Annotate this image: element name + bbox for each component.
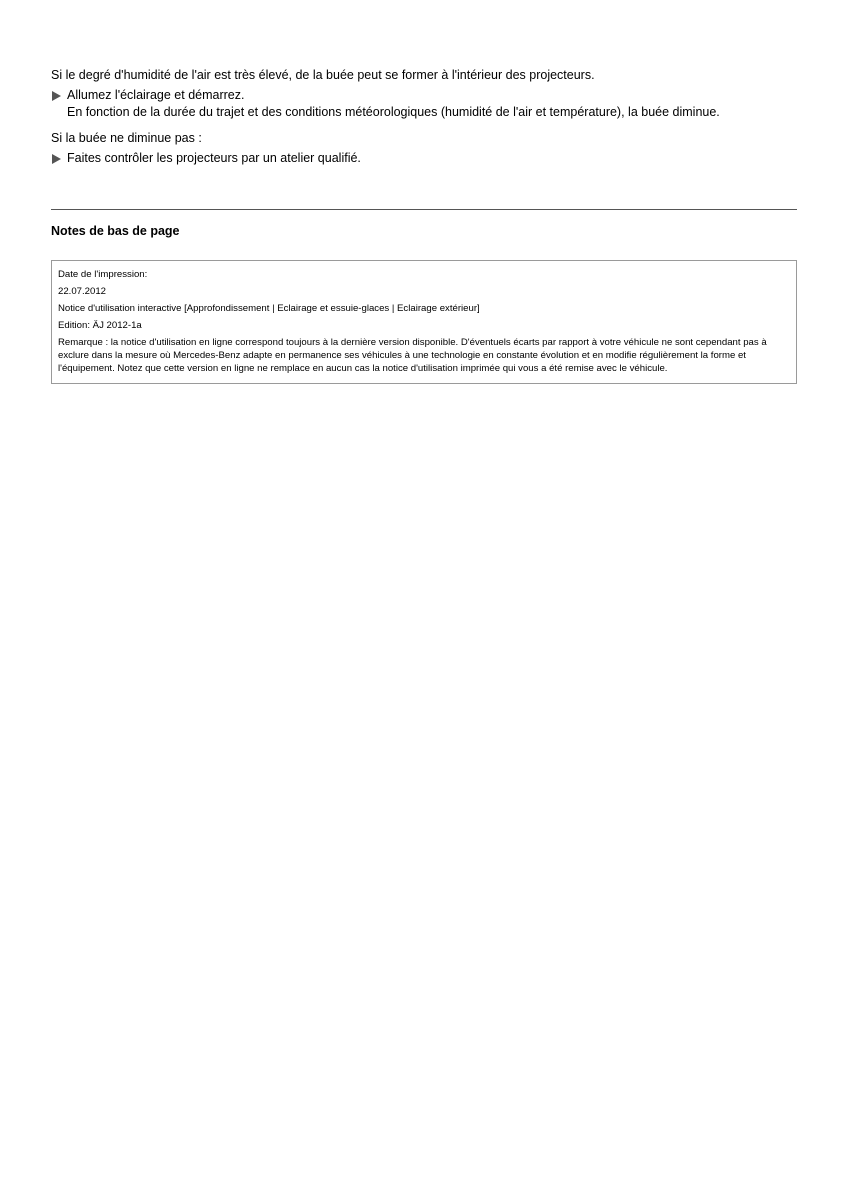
triangle-right-icon: [52, 91, 61, 101]
main-content: [51, 67, 797, 167]
section-divider: [51, 209, 797, 210]
intro-paragraph: Si le degré d'humidité de l'air est très élevé, de la buée peut se former à l'intérieur des projecteurs.: [51, 68, 595, 82]
footnote-box: [51, 260, 797, 384]
instruction-step-1: [51, 87, 797, 121]
step-1-action: Allumez l'éclairage et démarrez.: [67, 88, 245, 102]
instruction-step-2: [51, 150, 797, 167]
step-1-result: En fonction de la durée du trajet et des conditions météorologiques (humidité de l'air et température), la buée diminue.: [67, 105, 720, 119]
print-date: 22.07.2012: [58, 286, 107, 297]
edition: Edition: ÄJ 2012-1a: [58, 320, 142, 331]
print-date-label: Date de l'impression:: [58, 269, 148, 280]
footnotes-heading: Notes de bas de page: [51, 224, 180, 238]
remark: Remarque : la notice d'utilisation en ligne correspond toujours à la dernière version disponible. D'éventuels écarts par rapport à votre véhicule ne sont cependant pas à exclure dans la mesure où Mercedes-Benz adapte en permanence ses véhicules à une technologie en constante évolution et en modifie régulièrement la forme et l'équipement. Notez que cette version en ligne ne remplace en aucun cas la notice d'utilisation imprimée qui vous a été remise avec le véhicule.: [58, 337, 767, 374]
source-path: Notice d'utilisation interactive [Approfondissement | Eclairage et essuie-glaces | Eclairage extérieur]: [58, 303, 480, 314]
triangle-right-icon: [52, 154, 61, 164]
condition-paragraph: Si la buée ne diminue pas :: [51, 131, 202, 145]
step-2-action: Faites contrôler les projecteurs par un atelier qualifié.: [67, 151, 361, 165]
